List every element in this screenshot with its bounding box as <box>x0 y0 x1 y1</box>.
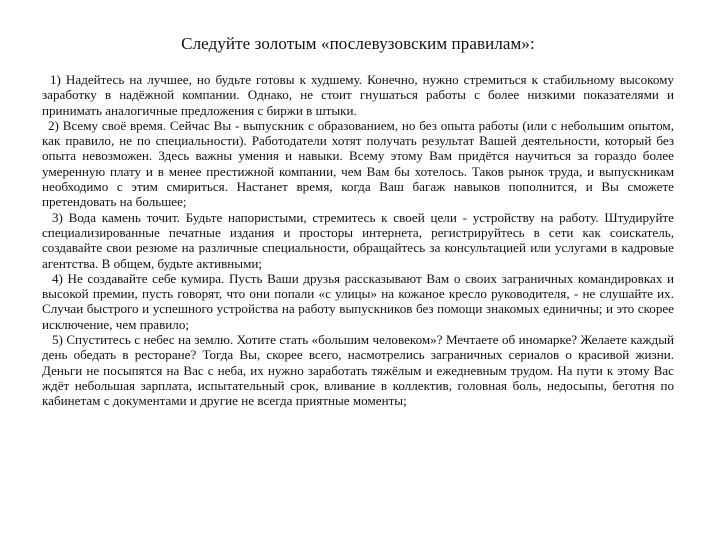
rule-paragraph-3: 3) Вода камень точит. Будьте напористыми, стремитесь к своей цели - устройству на работу. Штудируйте специализированные печатные издания и просторы интернета, регистрируйтесь в сети как соискатель, создавайте свои резюме на различные специальности, обращайтесь за консультацией или услугами в кадровые агентства. В общем, будьте активными; <box>42 209 674 271</box>
rule-paragraph-4: 4) Не создавайте себе кумира. Пусть Ваши друзья рассказывают Вам о своих заграничных командировках и высокой премии, пусть говорят, что они попали «с улицы» на кожаное кресло руководителя, - не слушайте их. Случаи быстрого и успешного устройства на работу выпускников без помощи знакомых единичны; и это скорее исключение, чем правило; <box>42 270 674 332</box>
rule-paragraph-5: 5) Спуститесь с небес на землю. Хотите стать «большим человеком»? Мечтаете об иномарке? Желаете каждый день обедать в ресторане? Тогда Вы, скорее всего, насмотрелись заграничных сериалов о красивой жизни. Деньги не посыпятся на Вас с неба, их нужно заработать тяжёлым и ежедневным трудом. На пути к этому Вас ждёт небольшая зарплата, испытательный срок, вливание в коллектив, головная боль, недосыпы, беготня по кабинетам с документами и другие не всегда приятные моменты; <box>42 332 674 409</box>
rule-paragraph-2: 2) Всему своё время. Сейчас Вы - выпускник с образованием, но без опыта работы (или с небольшим опытом, как правило, не по специальности). Работодатели хотят получать результат Вашей деятельности, который без опыта невозможен. Здесь важны умения и навыки. Всему этому Вам придётся научиться за гораздо более умеренную плату и в менее престижной компании, чем Вам бы хотелось. Таков рынок труда, и выпускникам необходимо с этим смириться. Настанет время, когда Ваш багаж навыков пополнится, и Вы сможете претендовать на большее; <box>42 117 674 210</box>
rules-list <box>42 72 674 409</box>
slide-title: Следуйте золотым «послевузовским правилам»: <box>181 34 535 53</box>
rule-paragraph-1: 1) Надейтесь на лучшее, но будьте готовы к худшему. Конечно, нужно стремиться к стабильному высокому заработку в надёжной компании. Однако, не стоит гнушаться работы с более низкими показателями и принимать аналогичные предложения с биржи в штыки. <box>42 72 674 118</box>
